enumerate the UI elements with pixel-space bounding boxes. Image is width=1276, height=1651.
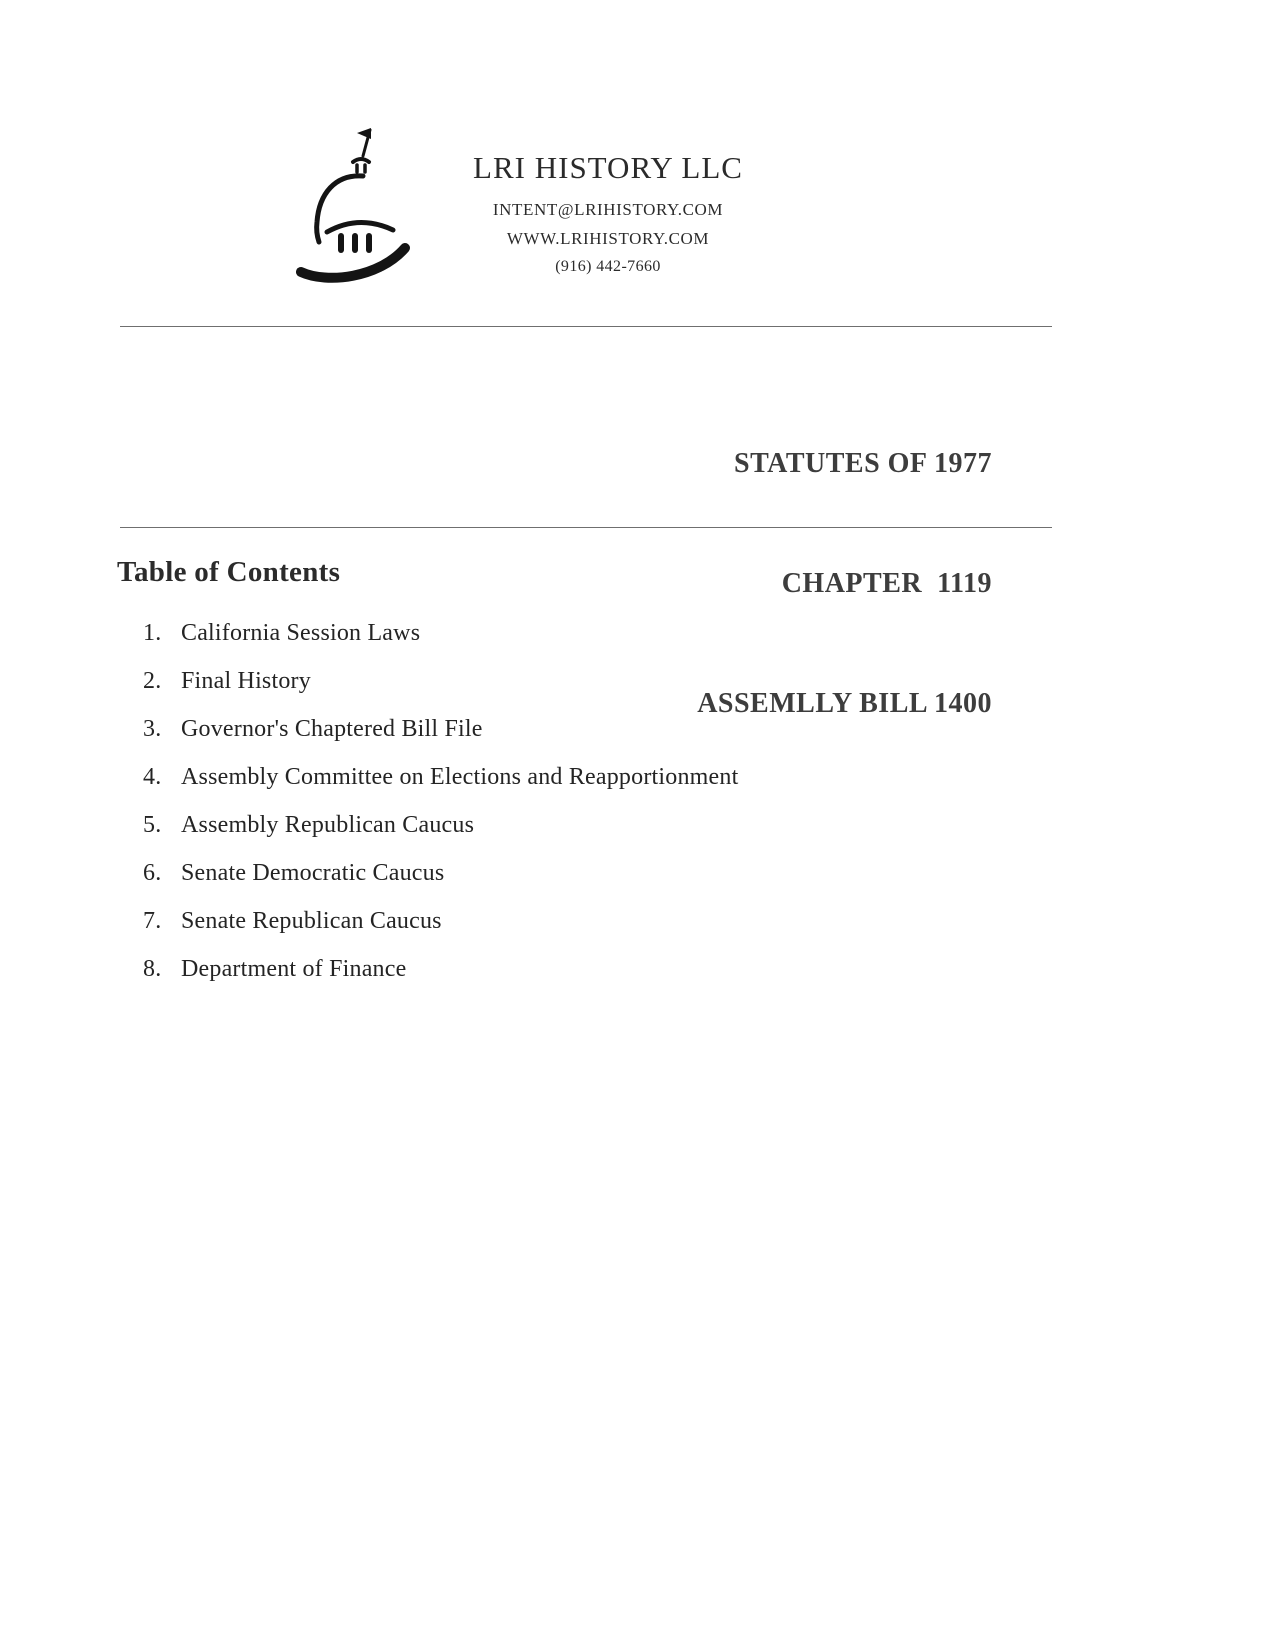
toc-item-label: Department of Finance — [181, 956, 407, 982]
horizontal-rule-top — [120, 326, 1052, 327]
company-name: LRI HISTORY LLC — [473, 150, 743, 185]
toc-item-label: Assembly Committee on Elections and Reapportionment — [181, 764, 739, 790]
toc-item — [143, 764, 1043, 791]
assembly-bill-line: ASSEMLLY BILL 1400 — [697, 688, 992, 719]
toc-item-number: 8. — [143, 956, 162, 982]
company-website: WWW.LRIHISTORY.COM — [506, 229, 710, 248]
toc-item-number: 5. — [143, 812, 162, 838]
toc-item-label: Senate Democratic Caucus — [181, 860, 445, 886]
toc-item-number: 1. — [143, 620, 162, 646]
letterhead — [438, 150, 778, 276]
chapter-line: CHAPTER 1119 — [781, 568, 992, 599]
company-email: INTENT@LRIHISTORY.COM — [492, 200, 724, 219]
toc-item — [143, 620, 1043, 647]
toc-item-label: Final History — [181, 668, 311, 694]
toc-item-number: 4. — [143, 764, 162, 790]
toc-item — [143, 860, 1043, 887]
horizontal-rule-bottom — [120, 527, 1052, 528]
toc-item-number: 7. — [143, 908, 162, 934]
toc-item — [143, 956, 1043, 983]
toc-item-label: Governor's Chaptered Bill File — [181, 716, 483, 742]
company-phone: (916) 442-7660 — [555, 258, 661, 275]
toc-item-number: 6. — [143, 860, 162, 886]
toc-item — [143, 716, 1043, 743]
statutes-line: STATUTES OF 1977 — [734, 448, 992, 479]
toc-item-number: 3. — [143, 716, 162, 742]
toc-item — [143, 908, 1043, 935]
toc-item-label: Senate Republican Caucus — [181, 908, 442, 934]
toc-heading: Table of Contents — [117, 556, 341, 588]
toc-item-number: 2. — [143, 668, 162, 694]
toc-item-label: California Session Laws — [181, 620, 421, 646]
toc-item-label: Assembly Republican Caucus — [181, 812, 475, 838]
capitol-logo-icon — [293, 118, 443, 288]
toc-list — [143, 620, 1043, 1004]
toc-item — [143, 812, 1043, 839]
toc-item — [143, 668, 1043, 695]
